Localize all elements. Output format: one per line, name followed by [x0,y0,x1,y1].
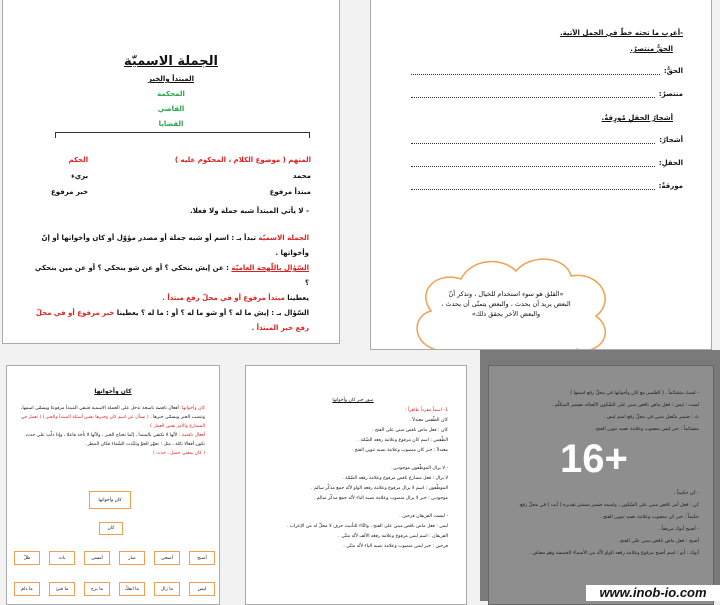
text-line [258,504,448,512]
diagram-verb-box: ما انفكّ [119,582,145,596]
diagram-verb-box: ما دام [14,582,40,596]
page-title: الجملة الاسميّة [124,54,218,69]
page-thumbnail-4[interactable]: صور خبر كان وأخواتها 1- اسماً مفرداً ظاهراً : كان الطّقس معتدلاً . كان : فعل ماض ناقص مبني على الفتح . الطّقس : اسم كان مرفوع وعلامة رفعه الضّمّة . معتدلاً : خبر كان منصوب وعلامة نصبه تنوين الفتح . - لا يزال الموظّفون موجودين . لا يزال : فعل مضارع ناقص مرفوع وعلامة رفعه الضّمّة . الموظّفون : اسم لا يزال مرفوع وعلامة رفعه الواو لأنّه جمع مذكّر سالم . موجودين : خبر لا يزال منصوب وعلامة نصبه الياء لأنّه جمع مذكّر سالم . - ليست الفريقان فرحين . ليس : فعل ماض ناقص مبني على الفتح ، والتّاء للتأنيث حرف لا محلّ له من الإعراب . الفريقان : اسم ليس مرفوع وعلامة رفعه الألف لأنّه مثنّى . فرحين : خبر ليس منصوب وعلامة نصبه الياء لأنّه مثنّى . [245,365,467,605]
exercise-title: -أعرب ما تحته خطّ في الجمل الآتية. [559,29,683,37]
quote-text: «القلق هو سوء استخدام للخيال ، وتذكر أنّ البعض يريد أن يحدث ، والبعض يتمنّى أن يحدث ، والبعض الآخر يحقق ذلك» [441,290,571,318]
subtitle: المبتدأ والخبر [148,75,194,83]
text-line: الفريقان : اسم ليس مرفوع وعلامة رفعه الألف لأنّه مثنّى . [338,534,448,539]
text-line: لا يزال : فعل مضارع ناقص مرفوع وعلامة رفعه الضّمّة . [342,476,448,481]
green-item: المحكمة [157,90,185,98]
answer-line[interactable] [411,91,655,98]
bracket-divider [55,132,310,138]
text-line: موجودين : خبر لا يزال منصوب وعلامة نصبه الياء لأنّه جمع مذكّر سالم . [313,496,448,501]
text-line: معتدلاً : خبر كان منصوب وعلامة نصبه تنوين الفتح . [351,448,448,453]
sentence-2: أشجارُ الحقلِ مُورِقةٌ. [601,114,673,122]
text-line: كن : فعل أمر ناقص مبني على السّكون ، واسمه ضمير مستتر تقديره ( أنت ) في محلّ رفع . [517,503,699,508]
answer-line[interactable] [411,183,655,190]
diagram-verb-box: بات [49,551,75,565]
text-line: ليس : فعل ماض ناقص مبني على الفتح ، والتّاء للتأنيث حرف لا محلّ له من الإعراب . [286,524,448,529]
subject-heading: المتهم ( موضوع الكلام ، المحكوم عليه ) [174,156,311,164]
text-line: - أصبح أبوك مريضاً . [658,527,699,532]
diagram-verb-box: صار [119,551,145,565]
page-title: صور خبر كان وأخواتها [332,398,374,403]
text-line: حكيماً : خبر كن منصوب وعلامة نصبه تنوين الفتح . [599,515,699,520]
text-line: أصبح : فعل ماض ناقص مبني على الفتح . [616,539,699,544]
text-line: الطّقس : اسم كان مرفوع وعلامة رفعه الضّمّة . [357,438,448,443]
page-thumbnail-3[interactable]: كان وأخواتها كان وأخواتها: أفعال ناقصة ناسخة تدخل على الجملة الاسمية فتبقي المبتدأ مرفوعا ويسمّى اسمها، وتنصب الخبر ويسمّى خبرها . ( تسأل عن اسم كان وخبرها نفس أسئلة المبتدأ والخبر ) ( تعمل في المضارع والأمر نفس العمل ) أفعال ناقصة : لأنّها لا تكتفي بالمبتدأ ، إنّما تحتاج الخبر ، ولأنّها لا تأخذ فاعلا ، وإذا دلّت على حدث تكون أفعالا تامّة ، مثل : تجهّز الجوّ وتلبّدت السّماء فكان المطر . ( كان بمعنى حصل ، حدث ) كان وأخواتها كان أصبح أضحى صار أمسى بات ظلّ ليس ما زال ما انفكّ ما برح ما فتئ ما دام [6,365,220,605]
answer-line[interactable] [411,160,655,167]
more-pages-count[interactable]: 16+ [560,437,628,481]
example-subject-parse: مبتدأ مرفوع [269,188,311,196]
text-line: - كن حكيماً . [673,491,699,496]
example-subject: محمد [292,172,311,180]
diagram-verb-box: ما برح [84,582,110,596]
text-line: - لا يزال الموظّفون موجودين . [390,466,448,471]
text-line [258,456,448,464]
diagram-verb-box: أضحى [154,551,180,565]
page-title: كان وأخواتها [94,388,132,395]
diagram-kan-box: كان [99,522,123,535]
green-item: القاضي [157,105,185,113]
green-item: القضايا [158,120,184,128]
text-line: - لستُ متشائماً . ( الضّمير مع كان وأخواتها في محلّ رفع اسمها ) [570,391,699,396]
answer-line[interactable] [411,137,655,144]
text-line: متشائماً : خبر ليس منصوب وعلامة نصبه تنوين الفتح . [592,427,699,432]
text-line: - ليست الفريقان فرحين . [399,514,448,519]
text-line: تُ : ضمير متّصل مبني في محلّ رفع اسم ليس . [603,415,699,420]
diagram-verb-box: ما فتئ [49,582,75,596]
text-line: أبوك : أبو : اسم أصبح مرفوع وعلامة رفعه الواو لأنّه من الأسماء الخمسة وهو مضاف . [529,551,699,556]
text-line: لست : ليس : فعل ماض ناقص مبني على السّكون لاتّصاله بضمير المتكلّم . [551,403,699,408]
page-thumbnail-1[interactable]: الجملة الاسميّة المبتدأ والخبر المحكمة القاضي القضايا المتهم ( موضوع الكلام ، المحكوم عليه ) محمد مبتدأ مرفوع الحكم بريء خبر مرفوع - لا يأتي المبتدأ شبه جملة ولا فعلا. الجملة الاسميّة تبدأ بـ : اسم أو شبه جملة أو مصدر مؤوّل أو كان وأخواتها أو إنّ وأخواتها . السّؤال باللّهجة العاميّة : عن إيش بنحكي ؟ أو عن شو بنحكي ؟ أو عن مين بنحكي ؟ يعطينا مبتدأ مرفوع أو في محلّ رفع مبتدأ . السّؤال بـ : إيش ما له ؟ أو شو ما له ؟ أو : ما له ؟ يعطينا خبر مرفوع أو في محلّ رفع خبر المبتدأ . [2,0,340,344]
example-predicate-parse: خبر مرفوع [51,188,89,196]
diagram-verb-box: ليس [189,582,215,596]
diagram-verb-box: ما زال [154,582,180,596]
sentence-1: الحقُّ منتصرٌ. [630,45,673,53]
predicate-heading: الحكم [68,156,89,164]
text-line: كان الطّقس معتدلاً . [409,418,448,423]
text-line: الموظّفون : اسم لا يزال مرفوع وعلامة رفعه الواو لأنّه جمع مذكّر سالم . [311,486,448,491]
diagram-verb-box: أصبح [189,551,215,565]
page-thumbnail-2[interactable]: -أعرب ما تحته خطّ في الجمل الآتية. الحقُّ منتصرٌ. الحقُّ: منتصرٌ: أشجارُ الحقلِ مُورِقةٌ. أشجارُ: الحقلِ: مورقةٌ: «القلق هو سوء استخدام للخيال ، وتذكر أنّ البعض يريد أن يحدث ، والبعض يتمنّى أن يحدث ، والبعض الآخر يحقق ذلك» [370,0,712,350]
page-thumbnail-5[interactable] [488,365,714,605]
example-predicate: بريء [71,172,89,180]
diagram-verb-box: ظلّ [14,551,40,565]
text-line: فرحين : خبر ليس منصوب وعلامة نصبه الياء لأنّه مثنّى . [343,544,448,549]
text-line: كان : فعل ماض ناقص مبني على الفتح . [372,428,448,433]
diagram-verb-box: أمسى [84,551,110,565]
bullet-note: - لا يأتي المبتدأ شبه جملة ولا فعلا. [190,207,309,215]
diagram-root-box: كان وأخواتها [89,491,131,509]
watermark: www.inob-io.com [586,585,720,601]
answer-line[interactable] [411,68,660,75]
